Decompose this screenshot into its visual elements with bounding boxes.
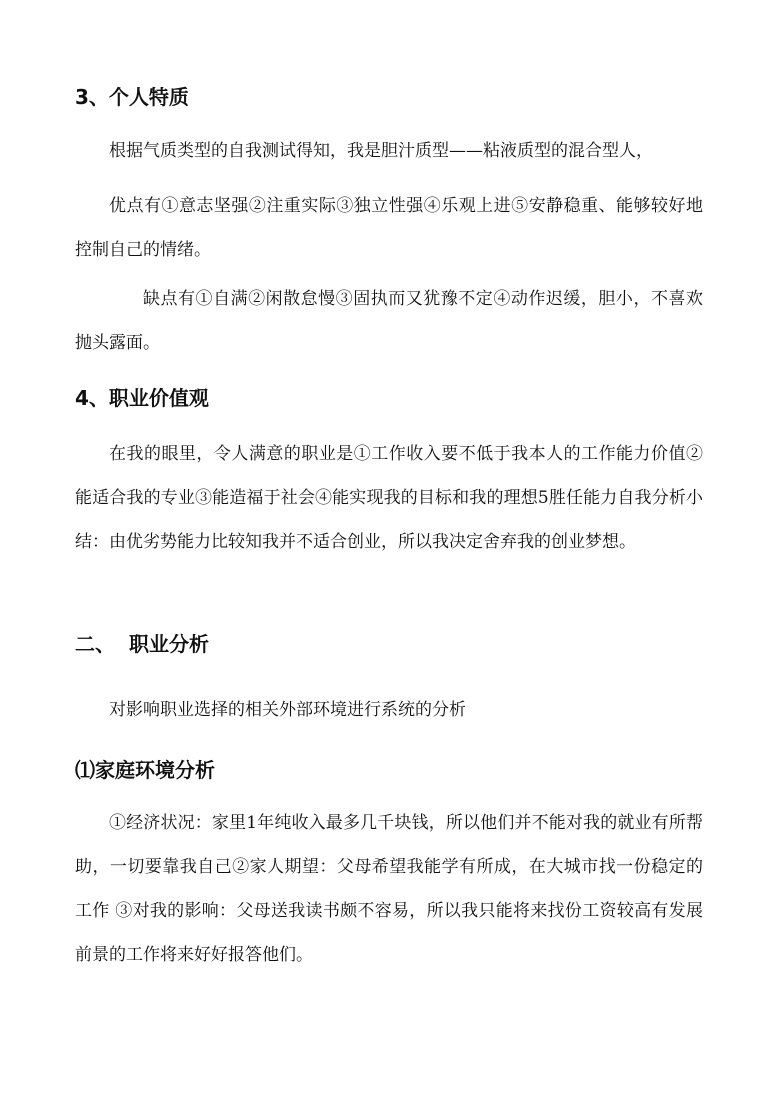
- heading-family-environment: ⑴家庭环境分析: [75, 758, 215, 782]
- paragraph-strengths: 优点有①意志坚强②注重实际③独立性强④乐观上进⑤安静稳重、能够较好地控制自己的情绪。: [75, 196, 703, 260]
- paragraph-weaknesses: 缺点有①自满②闲散怠慢③固执而又犹豫不定④动作迟缓，胆小，不喜欢抛头露面。: [75, 289, 703, 353]
- paragraph-analysis-intro: 对影响职业选择的相关外部环境进行系统的分析: [109, 700, 466, 720]
- heading-number: 二、: [75, 632, 115, 656]
- paragraph-temperament: 根据气质类型的自我测试得知，我是胆汁质型——粘液质型的混合型人，: [109, 141, 653, 161]
- heading-career-analysis: [75, 631, 703, 657]
- heading-text: 职业分析: [129, 632, 209, 656]
- heading-career-values: 4、职业价值观: [75, 386, 209, 410]
- heading-personal-traits: 3、个人特质: [75, 85, 189, 109]
- paragraph-career-values: 在我的眼里，令人满意的职业是①工作收入要不低于我本人的工作能力价值②能适合我的专业③能造福于社会④能实现我的目标和我的理想5胜任能力自我分析小结：由优劣势能力比较知我并不适合创业，所以我决定舍弃我的创业梦想。: [75, 444, 703, 552]
- paragraph-family-environment: ①经济状况：家里1年纯收入最多几千块钱，所以他们并不能对我的就业有所帮助，一切要靠我自己②家人期望：父母希望我能学有所成，在大城市找一份稳定的工作 ③对我的影响：父母送我读书颇不容易，所以我只能将来找份工资较高有发展前景的工作将来好好报答他们。: [75, 813, 703, 965]
